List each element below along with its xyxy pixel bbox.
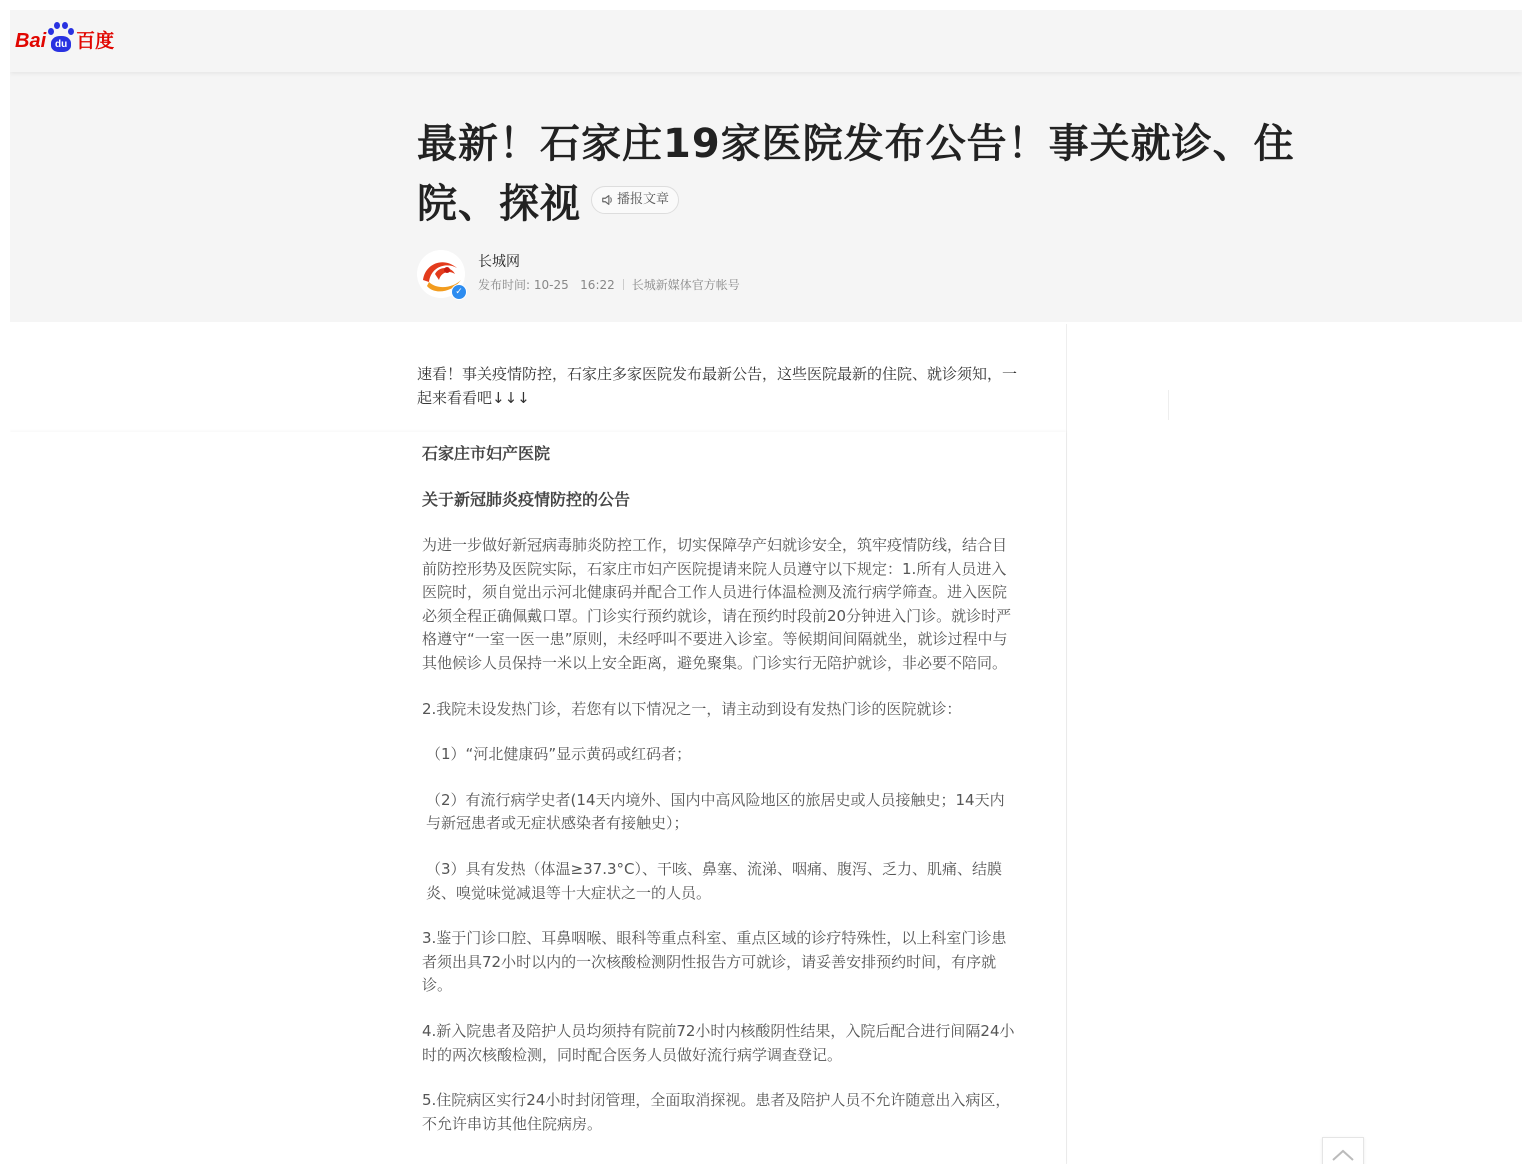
notice-paragraph: （2）有流行病学史者(14天内境外、国内中高风险地区的旅居史或人员接触史；14天内与新冠患者或无症状感染者有接触史）； bbox=[426, 790, 1005, 833]
notice-paragraph: 为进一步做好新冠病毒肺炎防控工作，切实保障孕产妇就诊安全，筑牢疫情防线，结合目前防控形势及医院实际，石家庄市妇产医院提请来院人员遵守以下规定：1.所有人员进入医院时，须自觉出示河北健康码并配合工作人员进行体温检测及流行病学筛查。进入医院必须全程正确佩戴口罩。门诊实行预约就诊，请在预约时段前20分钟进入门诊。就诊时严格遵守“一室一医一患”原则，未经呼叫不要进入诊室。等候期间间隔就坐，就诊过程中与其他候诊人员保持一米以上安全距离，避免聚集。门诊实行无陪护就诊，非必要不陪同。 bbox=[422, 536, 1012, 672]
notice-paragraph: 3.鉴于门诊口腔、耳鼻咽喉、眼科等重点科室、重点区域的诊疗特殊性，以上科室门诊患者须出具72小时以内的一次核酸检测阴性报告方可就诊，请妥善安排预约时间，有序就诊。 bbox=[422, 929, 1007, 995]
notice-paragraph: （1）“河北健康码”显示黄码或红码者； bbox=[426, 745, 692, 764]
sidebar-divider bbox=[1066, 324, 1067, 1164]
meta-divider bbox=[623, 279, 624, 290]
page-frame bbox=[10, 10, 1522, 1164]
logo-cn-text: 百度 bbox=[76, 30, 115, 52]
notice-paragraph: （3）具有发热（体温≥37.3°C）、干咳、鼻塞、流涕、咽痛、腹泻、乏力、肌痛、结膜炎、嗅觉味觉减退等十大症状之一的人员。 bbox=[426, 859, 1002, 902]
notice-content bbox=[422, 442, 1017, 1158]
verified-icon: ✓ bbox=[451, 284, 467, 300]
notice-heading: 关于新冠肺炎疫情防控的公告 bbox=[422, 490, 631, 509]
listen-button[interactable] bbox=[591, 186, 679, 214]
logo-latin-text: Bai bbox=[15, 30, 47, 52]
top-bar bbox=[10, 10, 1522, 72]
publish-time: 发布时间: 10-25 16:22 bbox=[478, 278, 615, 292]
logo-du-text: du bbox=[51, 36, 71, 52]
notice-paragraph: 4.新入院患者及陪护人员均须持有院前72小时内核酸阴性结果，入院后配合进行间隔24小时的两次核酸检测，同时配合医务人员做好流行病学调查登记。 bbox=[422, 1021, 1015, 1064]
baidu-paw-icon bbox=[47, 22, 75, 54]
notice-hospital-name: 石家庄市妇产医院 bbox=[422, 444, 551, 463]
article-title-text: 最新！石家庄19家医院发布公告！事关就诊、住院、探视 bbox=[417, 121, 1295, 227]
article-intro: 速看！事关疫情防控，石家庄多家医院发布最新公告，这些医院最新的住院、就诊须知，一起来看看吧↓↓↓ bbox=[417, 365, 1018, 407]
speaker-icon bbox=[601, 193, 615, 207]
notice-paragraph: 5.住院病区实行24小时封闭管理，全面取消探视。患者及陪护人员不允许随意出入病区，不允许串访其他住院病房。 bbox=[422, 1091, 1011, 1133]
notice-image bbox=[10, 432, 1066, 1164]
account-description: 长城新媒体官方帐号 bbox=[631, 278, 740, 292]
author-meta bbox=[478, 276, 740, 293]
back-to-top-icon bbox=[1331, 1148, 1355, 1162]
baidu-logo[interactable] bbox=[15, 20, 114, 54]
back-to-top-button[interactable] bbox=[1322, 1137, 1364, 1164]
sidebar-mark bbox=[1168, 390, 1169, 420]
listen-label: 播报文章 bbox=[617, 192, 670, 207]
author-name[interactable]: 长城网 bbox=[478, 254, 520, 270]
article-title bbox=[417, 114, 1337, 234]
notice-paragraph: 2.我院未设发热门诊，若您有以下情况之一，请主动到设有发热门诊的医院就诊： bbox=[422, 699, 962, 718]
